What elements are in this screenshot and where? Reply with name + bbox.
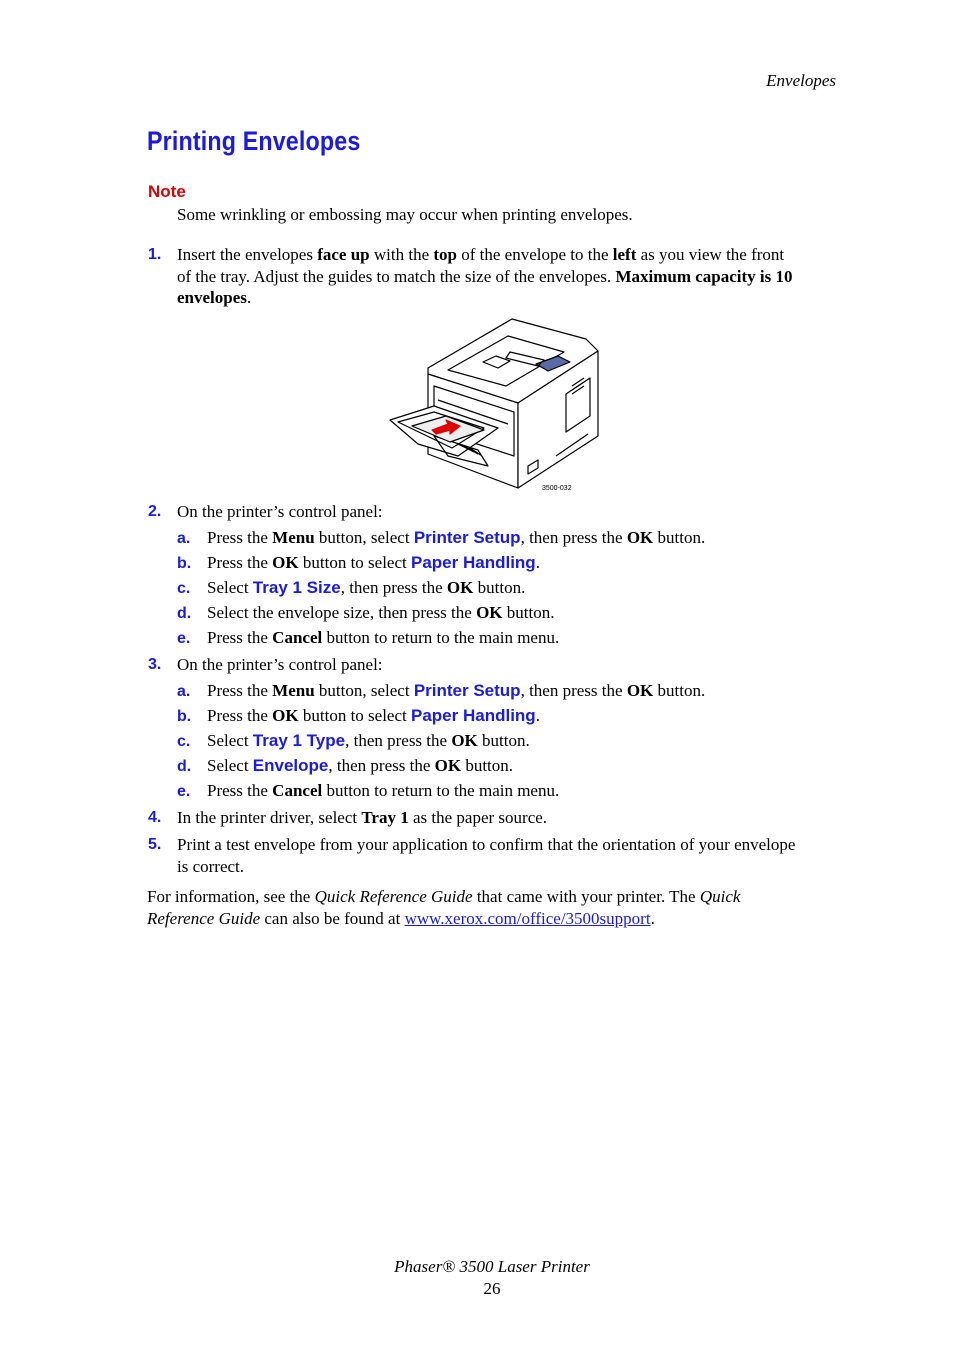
note-text: Some wrinkling or embossing may occur when printing envelopes. xyxy=(177,205,633,224)
page-title: Printing Envelopes xyxy=(147,126,361,156)
footer-product-name: Phaser® 3500 Laser Printer xyxy=(394,1257,590,1276)
step-5-line-1: Print a test envelope from your application to confirm that the orientation of your envelope xyxy=(177,835,796,854)
step-2a-letter: a. xyxy=(177,530,191,547)
step-3c-letter: c. xyxy=(177,733,191,750)
step-3e-letter: e. xyxy=(177,783,191,800)
step-3c-text: Select Tray 1 Type, then press the OK button. xyxy=(207,731,530,750)
step-2a-text: Press the Menu button, select Printer Setup, then press the OK button. xyxy=(207,528,706,547)
step-1-text xyxy=(177,244,847,309)
step-4-number: 4. xyxy=(148,809,162,826)
step-1-line-1: Insert the envelopes face up with the top of the envelope to the left as you view the front xyxy=(177,245,785,264)
step-3-text: On the printer’s control panel: xyxy=(177,655,383,674)
step-3e-text: Press the Cancel button to return to the main menu. xyxy=(207,781,560,800)
step-2-number: 2. xyxy=(148,503,162,520)
info-line-2: Reference Guide can also be found at www.xerox.com/office/3500support. xyxy=(147,908,655,928)
step-1-number: 1. xyxy=(148,246,162,263)
step-2e-letter: e. xyxy=(177,630,191,647)
step-3a-text: Press the Menu button, select Printer Setup, then press the OK button. xyxy=(207,681,706,700)
step-2d-text: Select the envelope size, then press the OK button. xyxy=(207,603,555,622)
printer-illustration-svg xyxy=(388,316,602,494)
step-3b-letter: b. xyxy=(177,708,192,725)
support-link[interactable]: www.xerox.com/office/3500support xyxy=(404,908,651,928)
step-3d-text: Select Envelope, then press the OK button. xyxy=(207,756,514,775)
step-4-text: In the printer driver, select Tray 1 as the paper source. xyxy=(177,808,548,827)
info-line-1: For information, see the Quick Reference Guide that came with your printer. The Quick xyxy=(147,887,741,906)
note-label: Note xyxy=(148,182,186,201)
step-1-line-3: envelopes. xyxy=(177,288,252,307)
step-5-line-2: is correct. xyxy=(177,856,245,876)
header-section-name: Envelopes xyxy=(766,71,836,90)
footer-page-number: 26 xyxy=(483,1279,501,1298)
step-2-text: On the printer’s control panel: xyxy=(177,502,383,521)
printer-envelope-illustration xyxy=(388,316,602,499)
info-paragraph xyxy=(147,886,847,929)
step-3a-letter: a. xyxy=(177,683,191,700)
figure-caption: 3500-032 xyxy=(542,485,572,492)
step-5-text xyxy=(177,834,857,877)
step-2e-text: Press the Cancel button to return to the main menu. xyxy=(207,628,560,647)
step-3b-text: Press the OK button to select Paper Handling. xyxy=(207,706,540,725)
step-2b-text: Press the OK button to select Paper Handling. xyxy=(207,553,540,572)
step-2b-letter: b. xyxy=(177,555,192,572)
step-2d-letter: d. xyxy=(177,605,192,622)
step-2c-letter: c. xyxy=(177,580,191,597)
step-5-number: 5. xyxy=(148,836,162,853)
step-3-number: 3. xyxy=(148,656,162,673)
step-2c-text: Select Tray 1 Size, then press the OK button. xyxy=(207,578,526,597)
step-3d-letter: d. xyxy=(177,758,192,775)
step-1-line-2: of the tray. Adjust the guides to match the size of the envelopes. Maximum capacity is 10 xyxy=(177,266,793,286)
